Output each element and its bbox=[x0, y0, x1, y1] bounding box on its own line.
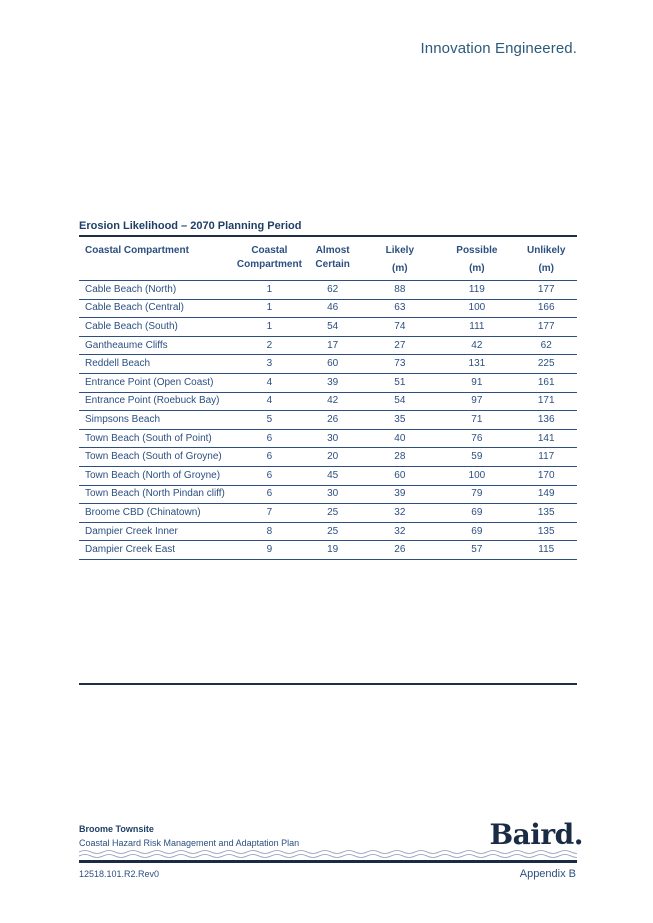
almost-certain-cell: 42 bbox=[304, 392, 362, 411]
compartment-number-cell: 4 bbox=[235, 373, 304, 392]
table-row bbox=[79, 429, 577, 448]
compartment-number-cell: 6 bbox=[235, 448, 304, 467]
header-possible bbox=[438, 236, 515, 281]
header-unlikely-label: Unlikely bbox=[527, 245, 566, 256]
possible-cell: 111 bbox=[438, 318, 515, 337]
possible-cell: 100 bbox=[438, 299, 515, 318]
almost-certain-cell: 62 bbox=[304, 281, 362, 300]
possible-cell: 119 bbox=[438, 281, 515, 300]
likely-cell: 39 bbox=[361, 485, 438, 504]
likely-cell: 35 bbox=[361, 411, 438, 430]
likely-cell: 88 bbox=[361, 281, 438, 300]
compartment-name-cell: Town Beach (North of Groyne) bbox=[79, 466, 235, 485]
table-row bbox=[79, 466, 577, 485]
unlikely-cell: 62 bbox=[515, 336, 577, 355]
document-code: 12518.101.R2.Rev0 bbox=[79, 869, 160, 879]
compartment-number-cell: 6 bbox=[235, 429, 304, 448]
compartment-name-cell: Entrance Point (Roebuck Bay) bbox=[79, 392, 235, 411]
compartment-name-cell: Reddell Beach bbox=[79, 355, 235, 374]
table-title: Erosion Likelihood – 2070 Planning Period bbox=[79, 220, 302, 232]
table-row bbox=[79, 448, 577, 467]
unlikely-cell: 177 bbox=[515, 281, 577, 300]
compartment-name-cell: Entrance Point (Open Coast) bbox=[79, 373, 235, 392]
footer-project-title: Broome Townsite bbox=[79, 824, 154, 834]
almost-certain-cell: 25 bbox=[304, 504, 362, 523]
table-row bbox=[79, 392, 577, 411]
table-row bbox=[79, 318, 577, 337]
unlikely-cell: 141 bbox=[515, 429, 577, 448]
almost-certain-cell: 30 bbox=[304, 485, 362, 504]
almost-certain-cell: 30 bbox=[304, 429, 362, 448]
almost-certain-cell: 54 bbox=[304, 318, 362, 337]
table-row bbox=[79, 504, 577, 523]
compartment-number-cell: 7 bbox=[235, 504, 304, 523]
possible-cell: 57 bbox=[438, 541, 515, 560]
likely-cell: 27 bbox=[361, 336, 438, 355]
wave-divider-icon bbox=[79, 849, 577, 865]
unlikely-cell: 166 bbox=[515, 299, 577, 318]
header-likely-unit: (m) bbox=[392, 263, 408, 274]
compartment-name-cell: Town Beach (North Pindan cliff) bbox=[79, 485, 235, 504]
table-row bbox=[79, 411, 577, 430]
possible-cell: 69 bbox=[438, 504, 515, 523]
possible-cell: 79 bbox=[438, 485, 515, 504]
likely-cell: 60 bbox=[361, 466, 438, 485]
almost-certain-cell: 26 bbox=[304, 411, 362, 430]
compartment-name-cell: Cable Beach (Central) bbox=[79, 299, 235, 318]
compartment-number-cell: 1 bbox=[235, 299, 304, 318]
compartment-name-cell: Cable Beach (South) bbox=[79, 318, 235, 337]
header-possible-label: Possible bbox=[456, 245, 498, 256]
appendix-label: Appendix B bbox=[519, 868, 576, 880]
compartment-number-cell: 6 bbox=[235, 485, 304, 504]
likely-cell: 32 bbox=[361, 504, 438, 523]
unlikely-cell: 135 bbox=[515, 522, 577, 541]
table-row bbox=[79, 355, 577, 374]
unlikely-cell: 149 bbox=[515, 485, 577, 504]
almost-certain-cell: 60 bbox=[304, 355, 362, 374]
header-possible-unit: (m) bbox=[469, 263, 485, 274]
possible-cell: 69 bbox=[438, 522, 515, 541]
almost-certain-cell: 39 bbox=[304, 373, 362, 392]
unlikely-cell: 225 bbox=[515, 355, 577, 374]
unlikely-cell: 170 bbox=[515, 466, 577, 485]
section-divider bbox=[79, 683, 577, 685]
compartment-name-cell: Gantheaume Cliffs bbox=[79, 336, 235, 355]
unlikely-cell: 117 bbox=[515, 448, 577, 467]
possible-cell: 131 bbox=[438, 355, 515, 374]
possible-cell: 97 bbox=[438, 392, 515, 411]
compartment-number-cell: 3 bbox=[235, 355, 304, 374]
almost-certain-cell: 45 bbox=[304, 466, 362, 485]
unlikely-cell: 136 bbox=[515, 411, 577, 430]
header-unlikely-unit: (m) bbox=[538, 263, 554, 274]
compartment-name-cell: Dampier Creek Inner bbox=[79, 522, 235, 541]
possible-cell: 91 bbox=[438, 373, 515, 392]
table-body bbox=[79, 281, 577, 560]
compartment-number-cell: 1 bbox=[235, 318, 304, 337]
table-row bbox=[79, 522, 577, 541]
possible-cell: 76 bbox=[438, 429, 515, 448]
likely-cell: 63 bbox=[361, 299, 438, 318]
likely-cell: 73 bbox=[361, 355, 438, 374]
likely-cell: 74 bbox=[361, 318, 438, 337]
unlikely-cell: 161 bbox=[515, 373, 577, 392]
compartment-name-cell: Town Beach (South of Point) bbox=[79, 429, 235, 448]
header-almost-certain: Almost Certain bbox=[304, 236, 362, 281]
likely-cell: 51 bbox=[361, 373, 438, 392]
table-row bbox=[79, 541, 577, 560]
compartment-number-cell: 9 bbox=[235, 541, 304, 560]
almost-certain-cell: 25 bbox=[304, 522, 362, 541]
table-row bbox=[79, 373, 577, 392]
almost-certain-cell: 17 bbox=[304, 336, 362, 355]
likely-cell: 28 bbox=[361, 448, 438, 467]
likely-cell: 32 bbox=[361, 522, 438, 541]
almost-certain-cell: 20 bbox=[304, 448, 362, 467]
header-likely bbox=[361, 236, 438, 281]
possible-cell: 100 bbox=[438, 466, 515, 485]
compartment-number-cell: 5 bbox=[235, 411, 304, 430]
possible-cell: 71 bbox=[438, 411, 515, 430]
header-coastal-compartment: Coastal Compartment bbox=[79, 236, 235, 281]
unlikely-cell: 135 bbox=[515, 504, 577, 523]
compartment-number-cell: 6 bbox=[235, 466, 304, 485]
erosion-likelihood-table bbox=[79, 235, 577, 560]
table-row bbox=[79, 299, 577, 318]
compartment-name-cell: Simpsons Beach bbox=[79, 411, 235, 430]
compartment-number-cell: 1 bbox=[235, 281, 304, 300]
baird-logo: Baird. bbox=[489, 818, 583, 851]
tagline: Innovation Engineered. bbox=[420, 40, 577, 57]
likely-cell: 26 bbox=[361, 541, 438, 560]
unlikely-cell: 177 bbox=[515, 318, 577, 337]
compartment-number-cell: 8 bbox=[235, 522, 304, 541]
possible-cell: 42 bbox=[438, 336, 515, 355]
compartment-number-cell: 2 bbox=[235, 336, 304, 355]
compartment-name-cell: Broome CBD (Chinatown) bbox=[79, 504, 235, 523]
unlikely-cell: 115 bbox=[515, 541, 577, 560]
table-row bbox=[79, 485, 577, 504]
table-row bbox=[79, 281, 577, 300]
likely-cell: 40 bbox=[361, 429, 438, 448]
compartment-name-cell: Dampier Creek East bbox=[79, 541, 235, 560]
compartment-number-cell: 4 bbox=[235, 392, 304, 411]
likely-cell: 54 bbox=[361, 392, 438, 411]
compartment-name-cell: Cable Beach (North) bbox=[79, 281, 235, 300]
possible-cell: 59 bbox=[438, 448, 515, 467]
almost-certain-cell: 19 bbox=[304, 541, 362, 560]
header-likely-label: Likely bbox=[385, 245, 415, 256]
footer-plan-subtitle: Coastal Hazard Risk Management and Adaptation Plan bbox=[79, 838, 300, 848]
header-unlikely bbox=[515, 236, 577, 281]
almost-certain-cell: 46 bbox=[304, 299, 362, 318]
header-compartment-number: Coastal Compartment bbox=[235, 236, 304, 281]
table-row bbox=[79, 336, 577, 355]
table-header-row bbox=[79, 236, 577, 281]
unlikely-cell: 171 bbox=[515, 392, 577, 411]
compartment-name-cell: Town Beach (South of Groyne) bbox=[79, 448, 235, 467]
